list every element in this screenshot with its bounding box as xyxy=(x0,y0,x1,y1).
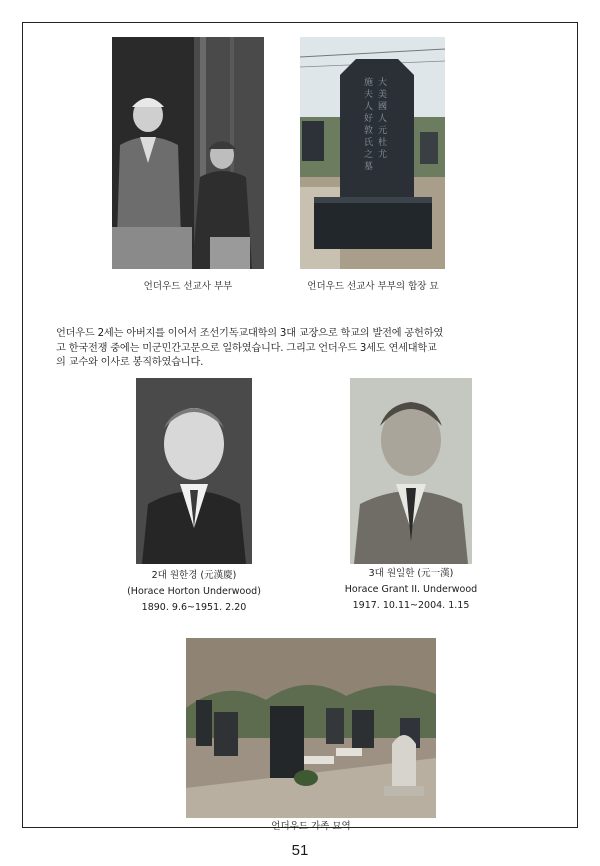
caption-2nd-generation xyxy=(114,568,274,616)
tomb-inscription-1: 大美國人元杜尤 xyxy=(378,78,388,160)
portrait-2nd-generation xyxy=(136,378,252,564)
body-line-1: 언더우드 2세는 아버지를 이어서 조선기독교대학의 3대 교장으로 학교의 발전에 공헌하였 xyxy=(56,328,443,339)
caption-2nd-name: 2대 원한경 (元漢慶) xyxy=(151,570,237,581)
caption-3rd-name: 3대 원일한 (元一漢) xyxy=(368,568,454,579)
page-number: 51 xyxy=(291,842,309,859)
body-paragraph xyxy=(56,327,546,371)
couple-caption: 언더우드 선교사 부부 xyxy=(143,281,233,292)
tomb-caption: 언더우드 선교사 부부의 합장 묘 xyxy=(307,281,439,292)
tomb-photo xyxy=(300,37,445,269)
couple-photo xyxy=(112,37,264,269)
family-cemetery-caption: 언더우드 가족 묘역 xyxy=(271,821,351,832)
caption-3rd-dates: 1917. 10.11~2004. 1.15 xyxy=(352,600,470,611)
body-line-2: 고 한국전쟁 중에는 미군민간고문으로 일하였습니다. 그리고 언더우드 3세도 연세대학교 xyxy=(56,342,437,354)
caption-3rd-english: Horace Grant II. Underwood xyxy=(344,584,478,595)
caption-3rd-generation xyxy=(328,566,494,614)
body-line-3: 의 교수와 이사로 봉직하였습니다. xyxy=(56,357,204,368)
tomb-inscription-2: 施夫人好敦氏之墓 xyxy=(364,78,374,172)
family-cemetery-photo xyxy=(186,638,436,818)
caption-2nd-dates: 1890. 9.6~1951. 2.20 xyxy=(141,602,247,613)
portrait-3rd-generation xyxy=(350,378,472,564)
caption-2nd-english: (Horace Horton Underwood) xyxy=(127,586,261,597)
